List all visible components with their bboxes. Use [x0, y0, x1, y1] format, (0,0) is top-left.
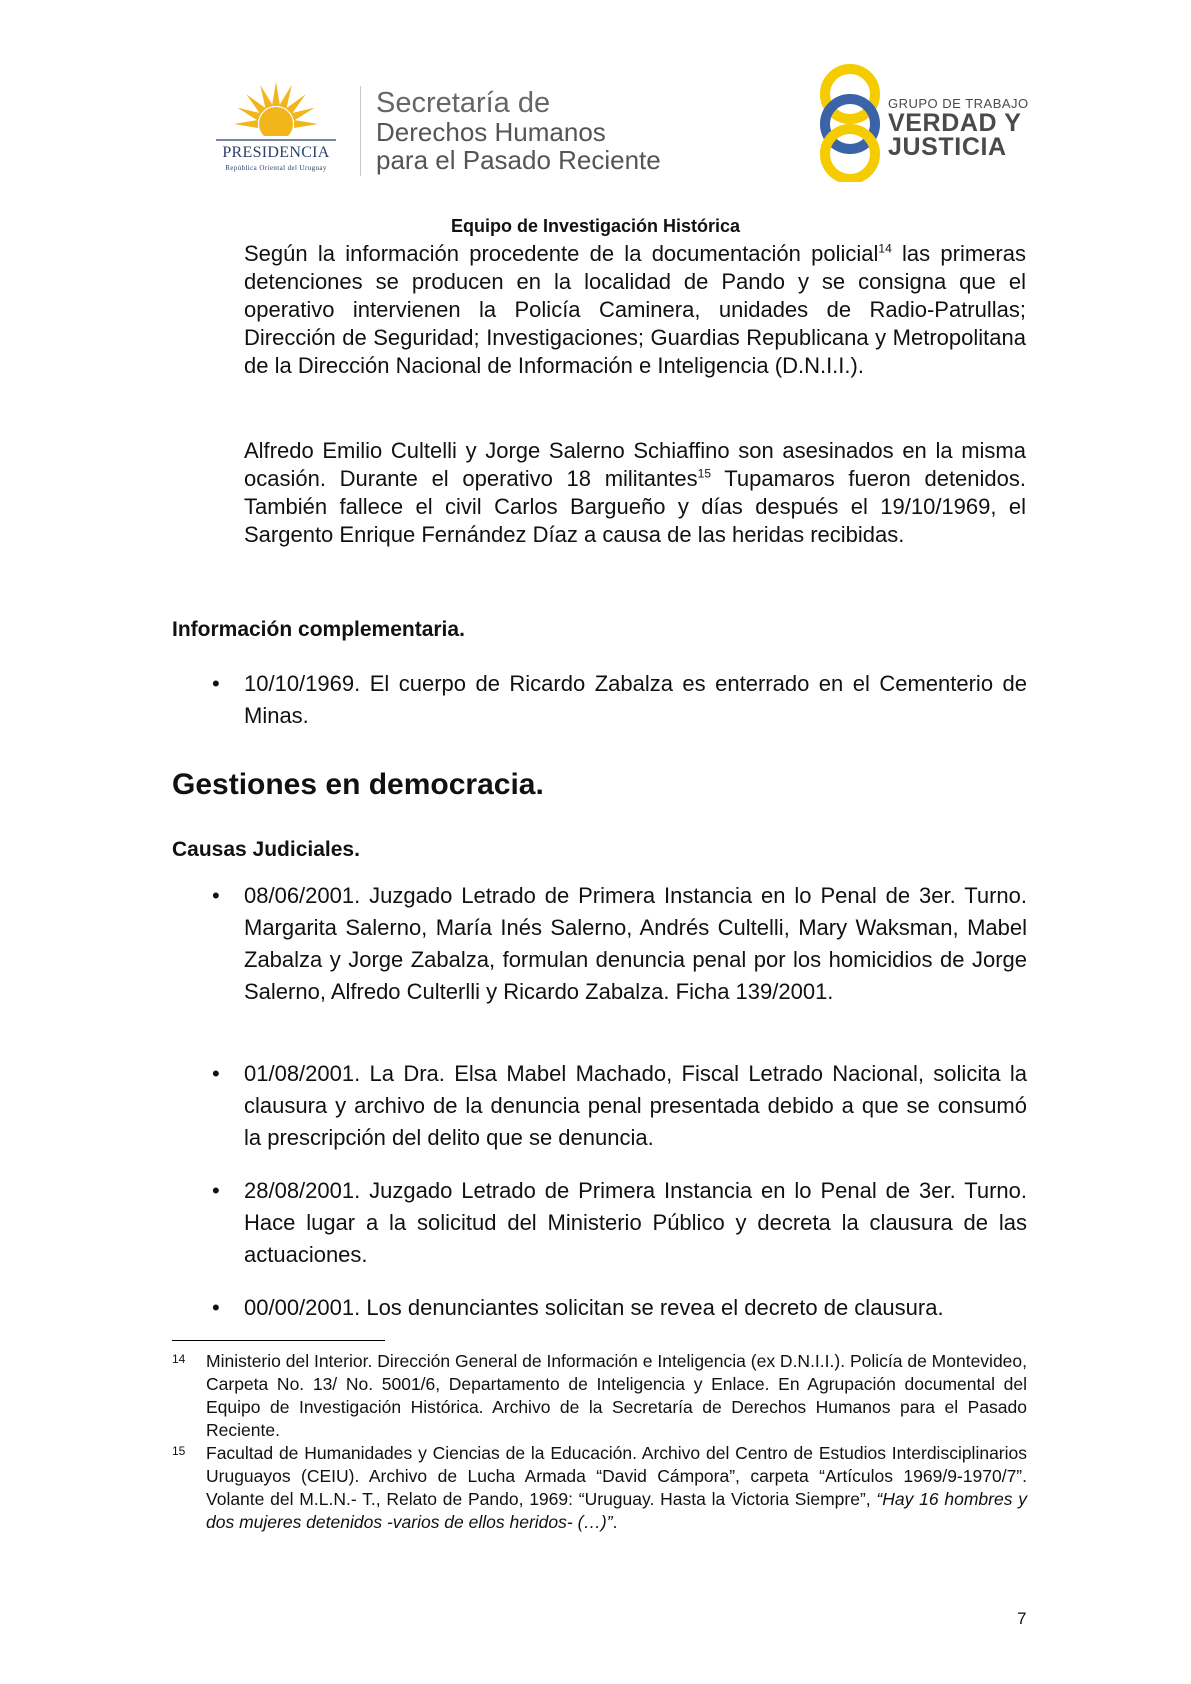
presidencia-sun-logo-icon [196, 78, 356, 178]
list-item-text: 08/06/2001. Juzgado Letrado de Primera Instancia en lo Penal de 3er. Turno. Margarita Salerno, María Inés Salerno, Andrés Cultelli, Mary Waksman, Mabel Zabalza y Jorge Zabalza, formulan denuncia penal por los homicidios de Jorge Salerno, Alfredo Culterlli y Ricardo Zabalza. Ficha 139/2001. [244, 883, 1027, 1004]
bullet-icon: • [212, 671, 220, 696]
verdad-justicia-label [888, 96, 1029, 159]
header-divider [360, 86, 361, 176]
paragraph-text: las primeras detenciones se producen en la localidad de Pando y se consigna que el operativo intervienen la Policía Caminera, unidades de Radio-Patrullas; Dirección de Seguridad; Investigaciones; Guardias Republicana y Metropolitana de la Dirección Nacional de Información e Inteligencia (D.N.I.I.). [244, 241, 1026, 378]
secretaria-line-1: Secretaría de [376, 87, 551, 119]
list-item [212, 1292, 1027, 1324]
footnote-15 [172, 1442, 1027, 1534]
footnote-ref-14[interactable]: 14 [878, 241, 892, 256]
bullet-icon: • [212, 1061, 220, 1086]
list-item-text: 10/10/1969. El cuerpo de Ricardo Zabalza es enterrado en el Cementerio de Minas. [244, 671, 1027, 728]
bullet-icon: • [212, 883, 220, 908]
list-item-text: 01/08/2001. La Dra. Elsa Mabel Machado, Fiscal Letrado Nacional, solicita la clausura y archivo de la denuncia penal presentada debido a que se consumó la prescripción del delito que se denuncia. [244, 1061, 1027, 1150]
page-number: 7 [1017, 1609, 1027, 1628]
gvj-line-2: VERDAD Y [888, 109, 1022, 137]
gvj-line-1: GRUPO DE TRABAJO [888, 96, 1029, 111]
team-heading: Equipo de Investigación Histórica [450, 216, 741, 236]
section-heading-gestiones: Gestiones en democracia. [172, 768, 544, 801]
secretaria-title [376, 88, 661, 174]
presidencia-label: PRESIDENCIA [222, 144, 330, 161]
causas-judiciales-heading: Causas Judiciales. [172, 838, 360, 861]
secretaria-line-3: para el Pasado Reciente [376, 145, 661, 175]
list-item [212, 1175, 1027, 1271]
list-item [212, 1058, 1027, 1154]
paragraph-text: Tupamaros fueron detenidos. También fallece el civil Carlos Bargueño y días después el 19/10/1969, el Sargento Enrique Fernández Díaz a causa de las heridas recibidas. [244, 466, 1026, 547]
footnote-end: . [612, 1512, 618, 1532]
info-complementaria-heading: Información complementaria. [172, 618, 465, 641]
footnote-number: 15 [172, 1444, 186, 1458]
footnote-text-main: Facultad de Humanidades y Ciencias de la Educación. Archivo del Centro de Estudios Interdisciplinarios Uruguayos (CEIU). Archivo de Lucha Armada “David Cámpora”, carpeta “Artículos 1969/9-1970/7”. Volante del M.L.N.- T., Relato de Pando, 1969: “Uruguay. Hasta la Victoria Siempre”, [206, 1443, 1027, 1509]
footnote-separator [172, 1340, 385, 1341]
footnote-number: 14 [172, 1352, 186, 1366]
paragraph-text: Alfredo Emilio Cultelli y Jorge Salerno Schiaffino son asesinados en la misma ocasión. Durante el operativo 18 militantes [244, 438, 1026, 491]
footnote-14 [172, 1350, 1027, 1442]
bullet-icon: • [212, 1178, 220, 1203]
footnote-text [206, 1442, 1027, 1534]
list-item [212, 880, 1027, 1008]
list-item [212, 668, 1027, 732]
verdad-justicia-rings-logo-icon [810, 62, 900, 182]
list-item-text: 00/00/2001. Los denunciantes solicitan se revea el decreto de clausura. [244, 1295, 944, 1320]
paragraph-detenciones [244, 240, 1026, 380]
paragraph-asesinados [244, 437, 1026, 549]
list-item-text: 28/08/2001. Juzgado Letrado de Primera Instancia en lo Penal de 3er. Turno. Hace lugar a la solicitud del Ministerio Público y decreta la clausura de las actuaciones. [244, 1178, 1027, 1267]
bullet-icon: • [212, 1295, 220, 1320]
footnote-quote: “Hay 16 hombres y dos mujeres detenidos -varios de ellos heridos- (…)” [206, 1489, 1027, 1532]
paragraph-text: Según la información procedente de la documentación policial [244, 241, 879, 266]
footnote-text: Ministerio del Interior. Dirección General de Información e Inteligencia (ex D.N.I.I.). Policía de Montevideo, Carpeta No. 13/ No. 5001/6, Departamento de Inteligencia y Enlace. En Agrupación documental del Equipo de Investigación Histórica. Archivo de la Secretaría de Derechos Humanos para el Pasado Reciente. [206, 1351, 1027, 1440]
presidencia-sublabel: República Oriental del Uruguay [225, 164, 327, 172]
gvj-line-3: JUSTICIA [888, 133, 1007, 161]
secretaria-line-2: Derechos Humanos [376, 117, 606, 147]
footnote-ref-15[interactable]: 15 [697, 466, 711, 481]
